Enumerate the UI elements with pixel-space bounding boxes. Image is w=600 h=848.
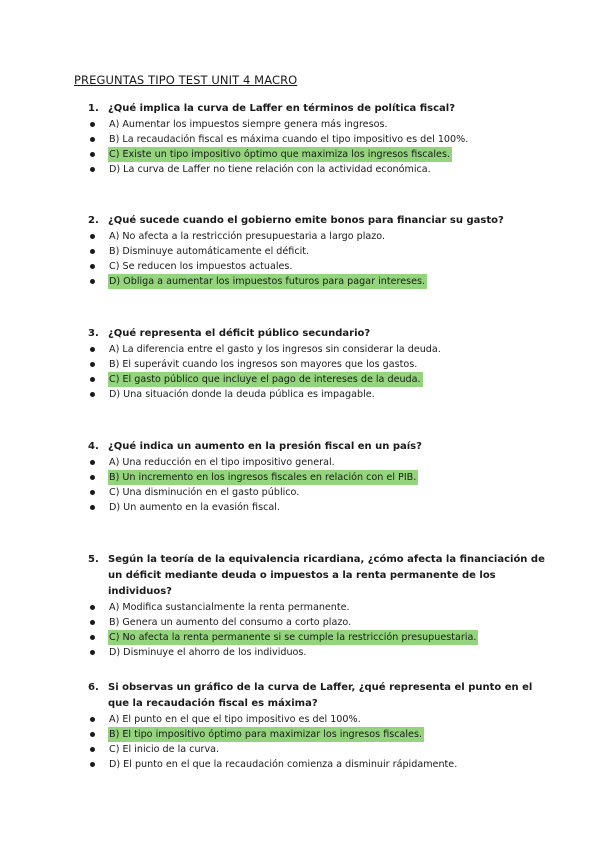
bullet-icon	[90, 392, 95, 397]
option-d-correct: D) Obliga a aumentar los impuestos futuros para pagar intereses.	[88, 274, 548, 289]
bullet-icon	[90, 377, 95, 382]
question-2	[88, 213, 548, 289]
bullet-icon	[90, 650, 95, 655]
option-d: D) La curva de Laffer no tiene relación con la actividad económica.	[88, 162, 548, 177]
bullet-icon	[90, 747, 95, 752]
page-title: PREGUNTAS TIPO TEST UNIT 4 MACRO	[74, 73, 298, 87]
bullet-icon	[90, 620, 95, 625]
question-heading	[88, 439, 548, 455]
option-c: C) Una disminución en el gasto público.	[88, 485, 548, 500]
question-heading	[88, 213, 548, 229]
option-d: D) Una situación donde la deuda pública es impagable.	[88, 387, 548, 402]
question-text: Según la teoría de la equivalencia ricardiana, ¿cómo afecta la financiación de un déficit mediante deuda o impuestos a la renta permanente de los individuos?	[108, 554, 545, 597]
bullet-icon	[90, 152, 95, 157]
bullet-icon	[90, 137, 95, 142]
question-heading	[88, 326, 548, 342]
option-a: A) No afecta a la restricción presupuestaria a largo plazo.	[88, 229, 548, 244]
option-a: A) Modifica sustancialmente la renta permanente.	[88, 600, 548, 615]
question-text: ¿Qué indica un aumento en la presión fiscal en un país?	[108, 441, 422, 452]
options-list	[88, 342, 548, 402]
option-a: A) Una reducción en el tipo impositivo general.	[88, 455, 548, 470]
options-list	[88, 455, 548, 515]
option-c-correct: C) El gasto público que incluye el pago de intereses de la deuda.	[88, 372, 548, 387]
question-5	[88, 552, 548, 660]
question-6	[88, 680, 548, 772]
option-c-correct: C) No afecta la renta permanente si se cumple la restricción presupuestaria.	[88, 630, 548, 645]
bullet-icon	[90, 635, 95, 640]
bullet-icon	[90, 347, 95, 352]
bullet-icon	[90, 167, 95, 172]
bullet-icon	[90, 460, 95, 465]
option-b: B) Genera un aumento del consumo a corto plazo.	[88, 615, 548, 630]
option-a: A) El punto en el que el tipo impositivo es del 100%.	[88, 712, 548, 727]
question-number: 4.	[88, 441, 99, 452]
question-number: 2.	[88, 215, 99, 226]
bullet-icon	[90, 717, 95, 722]
bullet-icon	[90, 732, 95, 737]
option-b: B) La recaudación fiscal es máxima cuando el tipo impositivo es del 100%.	[88, 132, 548, 147]
bullet-icon	[90, 505, 95, 510]
option-d: D) El punto en el que la recaudación comienza a disminuir rápidamente.	[88, 757, 548, 772]
option-b-correct: B) El tipo impositivo óptimo para maximizar los ingresos fiscales.	[88, 727, 548, 742]
bullet-icon	[90, 605, 95, 610]
question-number: 5.	[88, 554, 99, 565]
bullet-icon	[90, 762, 95, 767]
option-b: B) Disminuye automáticamente el déficit.	[88, 244, 548, 259]
question-text: ¿Qué implica la curva de Laffer en términos de política fiscal?	[108, 103, 456, 114]
question-number: 3.	[88, 328, 99, 339]
question-4	[88, 439, 548, 515]
bullet-icon	[90, 490, 95, 495]
bullet-icon	[90, 362, 95, 367]
option-d: D) Disminuye el ahorro de los individuos.	[88, 645, 548, 660]
options-list	[88, 712, 548, 772]
question-number: 6.	[88, 682, 99, 693]
question-1	[88, 101, 548, 177]
question-text: ¿Qué sucede cuando el gobierno emite bonos para financiar su gasto?	[108, 215, 504, 226]
bullet-icon	[90, 279, 95, 284]
bullet-icon	[90, 234, 95, 239]
option-c: C) Se reducen los impuestos actuales.	[88, 259, 548, 274]
option-c-correct: C) Existe un tipo impositivo óptimo que maximiza los ingresos fiscales.	[88, 147, 548, 162]
option-c: C) El inicio de la curva.	[88, 742, 548, 757]
question-3	[88, 326, 548, 402]
options-list	[88, 600, 548, 660]
options-list	[88, 117, 548, 177]
option-b: B) El superávit cuando los ingresos son mayores que los gastos.	[88, 357, 548, 372]
question-heading	[88, 101, 548, 117]
options-list	[88, 229, 548, 289]
bullet-icon	[90, 475, 95, 480]
option-a: A) La diferencia entre el gasto y los ingresos sin considerar la deuda.	[88, 342, 548, 357]
question-heading	[88, 552, 548, 600]
question-heading	[88, 680, 548, 712]
question-number: 1.	[88, 103, 99, 114]
bullet-icon	[90, 264, 95, 269]
option-b-correct: B) Un incremento en los ingresos fiscales en relación con el PIB.	[88, 470, 548, 485]
bullet-icon	[90, 122, 95, 127]
option-d: D) Un aumento en la evasión fiscal.	[88, 500, 548, 515]
question-text: Si observas un gráfico de la curva de Laffer, ¿qué representa el punto en el que la recaudación fiscal es máxima?	[108, 682, 533, 709]
question-text: ¿Qué representa el déficit público secundario?	[108, 328, 371, 339]
option-a: A) Aumentar los impuestos siempre genera más ingresos.	[88, 117, 548, 132]
bullet-icon	[90, 249, 95, 254]
